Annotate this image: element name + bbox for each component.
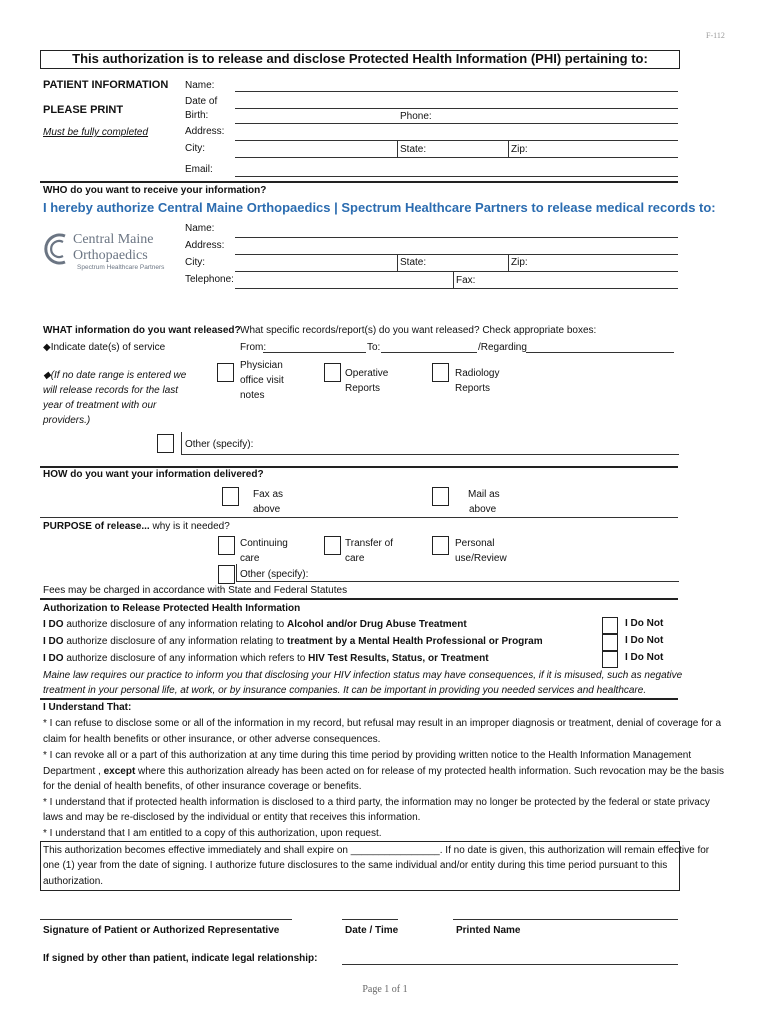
date-range-note-4: providers.) [43,415,91,426]
from-label: From: [240,342,267,353]
regarding-field[interactable] [526,352,674,353]
patient-phone-field[interactable] [235,123,678,124]
authorize-statement: I hereby authorize Central Maine Orthopaedics | Spectrum Healthcare Partners to release medical records to: [43,200,716,215]
recipient-city-label: City: [185,257,205,268]
fees-note: Fees may be charged in accordance with State and Federal Statutes [43,585,348,596]
understand-p2-line1: * I can revoke all or a part of this authorization at any time during this time period by providing written notice to the Health Information Management [43,750,692,761]
alcohol-row-topic: Alcohol and/or Drug Abuse Treatment [287,619,467,630]
patient-address-field[interactable] [235,140,678,141]
page-number: Page 1 of 1 [362,984,408,995]
patient-name-label: Name: [185,80,215,91]
hiv-do-not-label: I Do Not [625,652,664,663]
legal-relationship-field[interactable] [342,964,678,965]
recipient-telephone-field[interactable] [235,288,678,289]
recipient-city-field[interactable] [235,271,678,272]
mental-health-row-mid: authorize disclosure of any information relating to [63,636,288,647]
patient-zip-divider [508,141,509,158]
patient-heading: PATIENT INFORMATION [43,79,169,91]
other-records-label: Other (specify): [185,439,254,450]
recipient-address-field[interactable] [235,254,678,255]
transfer-care-label-1: Transfer of [345,538,393,549]
expiry-line-1: This authorization becomes effective immediately and shall expire on ________________. If no date is given, this authorization will remain effective for [43,845,710,856]
patient-email-label: Email: [185,164,213,175]
operative-reports-label-2: Reports [345,383,381,394]
other-records-checkbox[interactable] [157,434,174,453]
signature-field[interactable] [40,919,292,920]
patient-phone-label: Phone: [400,111,432,122]
printed-name-field[interactable] [453,919,678,920]
radiology-reports-checkbox[interactable] [432,363,449,382]
authorization-heading: Authorization to Release Protected Health Information [43,603,301,614]
patient-dob-field[interactable] [235,108,678,109]
how-rule [40,466,678,468]
understand-p2-line2a: Department , [43,766,104,777]
recipient-telephone-label: Telephone: [185,274,234,285]
recipient-zip-divider [508,255,509,271]
fax-label-1: Fax as [253,489,284,500]
patient-address-label: Address: [185,126,225,137]
how-question: HOW do you want your information delivered? [43,469,264,480]
recipient-address-label: Address: [185,240,225,251]
logo-mark-icon [43,232,73,266]
understand-p3-line1: * I understand that if protected health information is disclosed to a third party, the information may no longer be protected by the federal or state privacy [43,797,710,808]
mental-health-row [43,636,543,648]
continuing-care-checkbox[interactable] [218,536,235,555]
operative-reports-checkbox[interactable] [324,363,341,382]
patient-name-field[interactable] [235,91,678,92]
date-time-label: Date / Time [345,925,399,936]
other-records-field[interactable] [181,432,679,455]
understand-rule [40,698,678,700]
logo-line-1: Central Maine [73,232,154,247]
alcohol-do-not-label: I Do Not [625,618,664,629]
logo-line-3: Spectrum Healthcare Partners [77,264,165,271]
legal-relationship-label: If signed by other than patient, indicate legal relationship: [43,953,318,964]
understand-p2-line2c: where this authorization already has been acted on for release of my protected health information. Such revocation may be the basis [135,766,724,777]
please-print: PLEASE PRINT [43,104,124,116]
page-title: This authorization is to release and disclose Protected Health Information (PHI) pertaining to: [72,51,648,66]
expiry-line-3: authorization. [43,876,104,887]
recipient-state-label: State: [400,257,427,268]
to-label: To: [367,342,381,353]
radiology-reports-label-2: Reports [455,383,491,394]
understand-heading: I Understand That: [43,702,132,713]
printed-name-label: Printed Name [456,925,521,936]
expiry-line-2: one (1) year from the date of signing. I authorize future disclosures to the same individual and/or entity during this time period pursuant to this [43,860,668,871]
purpose-other-label: Other (specify): [240,569,309,580]
patient-city-field[interactable] [235,157,678,158]
must-complete-note: Must be fully completed [43,127,149,138]
operative-reports-label-1: Operative [345,368,389,379]
logo-line-2: Orthopaedics [73,248,148,263]
alcohol-row-mid: authorize disclosure of any information relating to [63,619,288,630]
radiology-reports-label-1: Radiology [455,368,500,379]
indicate-dates: ◆Indicate date(s) of service [43,342,166,353]
maine-law-note-2: treatment in your personal life, at work, or by insurance companies. It can be important in providing you needed services and healthcare. [43,685,647,696]
what-specific: What specific records/report(s) do you want released? Check appropriate boxes: [240,325,597,336]
signature-label: Signature of Patient or Authorized Representative [43,925,280,936]
patient-dob-label-1: Date of [185,96,218,107]
mental-health-row-prefix: I DO [43,636,64,647]
recipient-name-field[interactable] [235,237,678,238]
personal-use-label-2: use/Review [455,553,507,564]
continuing-care-label-1: Continuing [240,538,288,549]
authorization-rule [40,598,678,600]
date-range-note-2: will release records for the last [43,385,179,396]
who-question: WHO do you want to receive your information? [43,185,267,196]
mail-label-2: above [469,504,497,515]
logo [43,228,178,276]
hiv-row-prefix: I DO [43,653,64,664]
what-question: WHAT information do you want released? [43,325,241,336]
hiv-row [43,653,489,665]
alcohol-row-prefix: I DO [43,619,64,630]
understand-p4: * I understand that I am entitled to a copy of this authorization, upon request. [43,828,382,839]
date-range-note-1: ◆(If no date range is entered we [43,370,187,381]
patient-dob-label-2: Birth: [185,110,209,121]
purpose-other-checkbox[interactable] [218,565,235,584]
to-field[interactable] [381,352,477,353]
understand-p2-line3: for the denial of health benefits, of other insurance coverage or benefits. [43,781,362,792]
alcohol-do-not-checkbox[interactable] [602,617,618,634]
recipient-state-divider [397,255,398,271]
personal-use-label-1: Personal [455,538,495,549]
recipient-name-label: Name: [185,223,215,234]
recipient-fax-label: Fax: [456,275,476,286]
purpose-label [43,521,230,533]
mental-health-row-topic: treatment by a Mental Health Professional or Program [287,636,543,647]
physician-notes-label-2: office visit [240,375,284,386]
patient-state-divider [397,141,398,158]
recipient-zip-label: Zip: [511,257,528,268]
physician-notes-checkbox[interactable] [217,363,234,382]
mental-health-do-not-label: I Do Not [625,635,664,646]
purpose-label-rest: why is it needed? [149,521,230,532]
patient-state-label: State: [400,144,427,155]
physician-notes-label-1: Physician [240,360,283,371]
mental-health-do-not-checkbox[interactable] [602,634,618,651]
purpose-label-bold: PURPOSE of release... [43,521,150,532]
maine-law-note-1: Maine law requires our practice to inform you that disclosing your HIV infection status may have consequences, if it is misused, such as negative [43,670,683,681]
patient-email-field[interactable] [235,176,678,177]
purpose-rule [40,517,678,518]
from-field[interactable] [263,352,366,353]
hiv-row-topic: HIV Test Results, Status, or Treatment [308,653,489,664]
physician-notes-label-3: notes [240,390,265,401]
patient-city-label: City: [185,143,205,154]
date-time-field[interactable] [342,919,398,920]
who-rule [40,181,678,183]
personal-use-checkbox[interactable] [432,536,449,555]
mail-label-1: Mail as [468,489,500,500]
hiv-do-not-checkbox[interactable] [602,651,618,668]
understand-p3-line2: laws and may be re-disclosed by the individual or entity that receives this information. [43,812,421,823]
understand-p1-line1: * I can refuse to disclose some or all of the information in my record, but refusal may result in an improper diagnosis or treatment, denial of coverage for a [43,718,722,729]
fax-checkbox[interactable] [222,487,239,506]
hiv-row-mid: authorize disclosure of any information which refers to [63,653,309,664]
form-id: F-112 [706,31,725,40]
understand-p2-except: except [103,766,136,777]
transfer-care-label-2: care [345,553,365,564]
fax-label-2: above [253,504,281,515]
understand-p1-line2: claim for health benefits or other insurance, or other adverse consequences. [43,734,381,745]
alcohol-row [43,619,467,631]
recipient-fax-divider [453,272,454,288]
understand-p2-line2 [43,766,724,778]
mail-checkbox[interactable] [432,487,449,506]
transfer-care-checkbox[interactable] [324,536,341,555]
regarding-label: /Regarding [478,342,527,353]
patient-zip-label: Zip: [511,144,528,155]
continuing-care-label-2: care [240,553,260,564]
purpose-other-field[interactable] [236,564,679,582]
date-range-note-3: year of treatment with our [43,400,157,411]
